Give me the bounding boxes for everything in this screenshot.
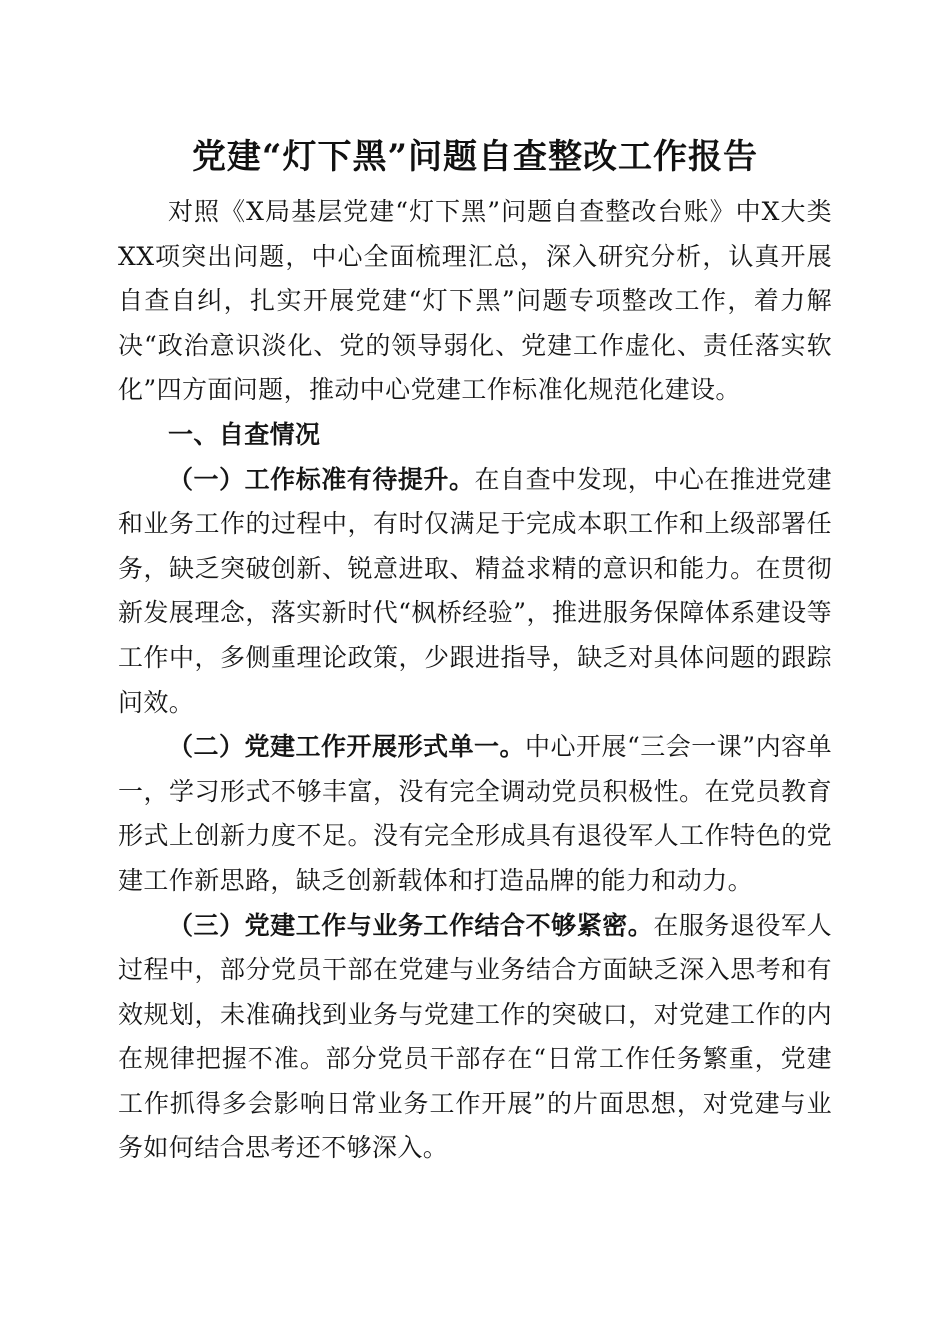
paragraph-item-3 [118, 904, 832, 1172]
paragraph-lead: （二）党建工作开展形式单一。 [168, 732, 526, 762]
document-title: 党建“灯下黑”问题自查整改工作报告 [191, 137, 759, 177]
paragraph-text: 在自查中发现，中心在推进党建和业务工作的过程中，有时仅满足于完成本职工作和上级部署任务，缺乏突破创新、锐意进取、精益求精的意识和能力。在贯彻新发展理念，落实新时代“枫桥经验”，推进服务保障体系建设等工作中，多侧重理论政策，少跟进指导，缺乏对具体问题的跟踪问效。 [118, 464, 832, 717]
paragraph-text: 中心开展“三会一课”内容单一，学习形式不够丰富，没有完全调动党员积极性。在党员教育形式上创新力度不足。没有完全形成具有退役军人工作特色的党建工作新思路，缺乏创新载体和打造品牌的能力和动力。 [118, 732, 832, 895]
document-body [118, 190, 832, 1171]
section-heading: 一、自查情况 [168, 419, 321, 449]
paragraph-item-1 [118, 458, 832, 726]
paragraph-item-2 [118, 725, 832, 903]
paragraph-lead: （三）党建工作与业务工作结合不够紧密。 [168, 910, 654, 940]
intro-paragraph: 对照《X局基层党建“灯下黑”问题自查整改台账》中X大类XX项突出问题，中心全面梳理汇总，深入研究分析，认真开展自查自纠，扎实开展党建“灯下黑”问题专项整改工作，着力解决“政治意识淡化、党的领导弱化、党建工作虚化、责任落实软化”四方面问题，推动中心党建工作标准化规范化建设。 [118, 197, 832, 405]
paragraph-lead: （一）工作标准有待提升。 [168, 464, 475, 494]
paragraph-text: 在服务退役军人过程中，部分党员干部在党建与业务结合方面缺乏深入思考和有效规划，未准确找到业务与党建工作的突破口，对党建工作的内在规律把握不准。部分党员干部存在“日常工作任务繁重，党建工作抓得多会影响日常业务工作开展”的片面思想，对党建与业务如何结合思考还不够深入。 [118, 910, 832, 1163]
